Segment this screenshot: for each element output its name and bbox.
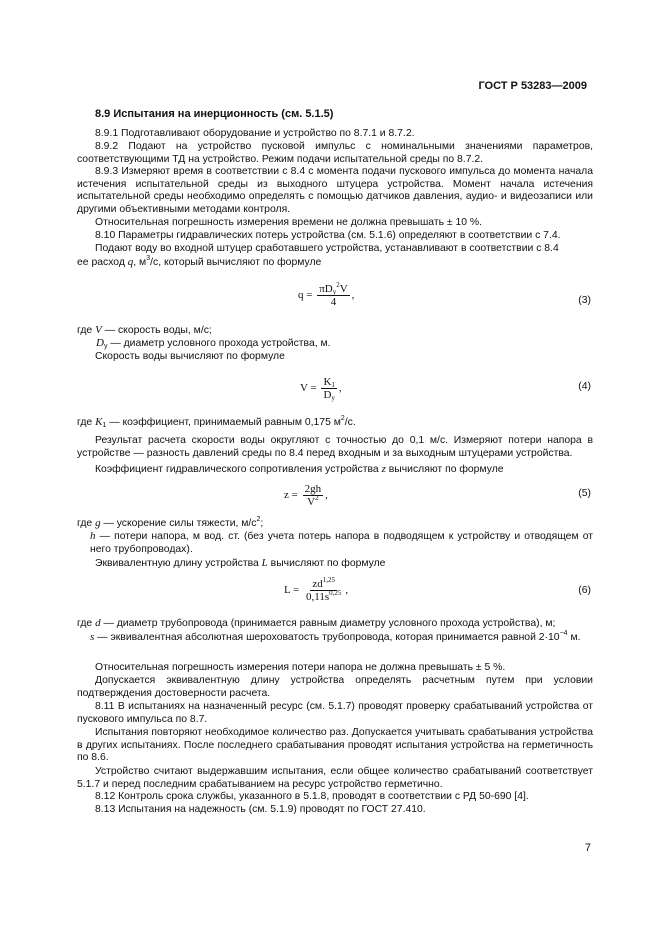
definition-k1: где $K_1$ — коэффициент, принимаемый равным 0,175 $м^2/с$. xyxy=(77,415,356,429)
paragraph-8-9-3: 8.9.3 Измеряют время в соответствии с 8.4 с момента подачи пускового импульса до момента начала истечения испытательной среды из выходного штуцера устройства. Момент начала истечения испытательной среды необходимо определять с помощью датчиков давления, аудио- и видеозаписи или другими объективными методами контроля. xyxy=(77,166,593,215)
page-number: 7 xyxy=(584,842,591,854)
paragraph-8-12: 8.12 Контроль срока службы, указанного в 5.1.8, проводят в соответствии с РД 50-690 [4]. xyxy=(95,791,529,802)
paragraph-coefficient: Коэффициент гидравлического сопротивления устройства z вычисляют по формуле xyxy=(95,463,504,475)
paragraph-passed: Устройство считают выдержавшим испытания, если общее количество срабатываний соответствует 5.1.7 и перед последним срабатыванием на ресурс устройство герметично. xyxy=(77,766,593,790)
paragraph-8-9-1: 8.9.1 Подготавливают оборудование и устройство по 8.7.1 и 8.7.2. xyxy=(95,128,415,139)
paragraph-8-10: 8.10 Параметры гидравлических потерь устройства (см. 5.1.6) определяют в соответствии с 7.4. xyxy=(95,230,561,241)
formula-6-number: (6) xyxy=(578,585,591,596)
formula-4: V = $\frac{K_1}{D_у}$ , xyxy=(300,376,342,402)
paragraph-equivalent-length: Эквивалентную длину устройства L вычисляют по формуле xyxy=(95,557,386,569)
formula-3: q = $\frac{\pi D_у^2V}{4}$ , xyxy=(298,281,355,308)
formula-5: z = $\frac{2gh}{V^2}$ , xyxy=(284,483,328,508)
paragraph-error-time: Относительная погрешность измерения времени не должна превышать ± 10 %. xyxy=(95,217,483,228)
definition-g: где g — ускорение силы тяжести, $м/с^2$; xyxy=(77,516,264,529)
paragraph-8-9-2: 8.9.2 Подают на устройство пусковой импульс с номинальными значениями параметров, соответствующими ТД на устройство. Режим подачи испытательной среды по 8.7.2. xyxy=(77,141,593,165)
paragraph-8-13: 8.13 Испытания на надежность (см. 5.1.9) проводят по ГОСТ 27.410. xyxy=(95,804,426,815)
paragraph-water-supply: Подают воду во входной штуцер сработавшего устройства, устанавливают в соответствии с 8.4 xyxy=(95,243,559,254)
formula-4-number: (4) xyxy=(578,381,591,392)
paragraph-water-supply-cont: ее расход q, $м^3/с$, который вычисляют по формуле xyxy=(77,255,322,268)
formula-3-number: (3) xyxy=(578,295,591,306)
definition-s: s — эквивалентная абсолютная шероховатость трубопровода, которая принимается равной $2\cdot 10^{-4}$ м. xyxy=(90,630,581,643)
definition-h: h — потери напора, м вод. ст. (без учета потерь напора в подводящем к устройству и отводящем от него трубопроводах). xyxy=(90,530,594,555)
paragraph-8-11: 8.11 В испытаниях на назначенный ресурс (см. 5.1.7) проводят проверку срабатываний устройства от пускового импульса по 8.7. xyxy=(77,701,593,725)
section-title: 8.9 Испытания на инерционность (см. 5.1.5) xyxy=(95,108,334,120)
paragraph-error-head: Относительная погрешность измерения потери напора не должна превышать ± 5 %. xyxy=(95,662,506,673)
paragraph-result: Результат расчета скорости воды округляют с точностью до 0,1 м/с. Измеряют потери напора в устройстве — разность давлений среды по 8.4 перед входным и за выходным штуцерами устройства. xyxy=(77,435,593,459)
definition-v: где V — скорость воды, м/с; xyxy=(77,324,212,336)
definition-d: где d — диаметр трубопровода (принимается равным диаметру условного прохода устройства), м; xyxy=(77,617,556,629)
formula-6: L = $\frac{zd^{1,25}}{0,11s^{0,25}}$ , xyxy=(284,576,349,603)
paragraph-allowed: Допускается эквивалентную длину устройства определять расчетным путем при условии подтверждения достоверности расчета. xyxy=(77,675,593,699)
paragraph-speed: Скорость воды вычисляют по формуле xyxy=(95,351,285,362)
definition-dy: $D_у$ — диаметр условного прохода устройства, м. xyxy=(96,337,331,350)
formula-5-number: (5) xyxy=(578,488,591,499)
paragraph-repeat: Испытания повторяют необходимое количество раз. Допускается учитывать срабатывания устройства в других испытаниях. После последнего срабатывания проводят испытания устройства на герметичность по 8.6. xyxy=(77,727,593,764)
document-header: ГОСТ Р 53283—2009 xyxy=(478,80,587,92)
